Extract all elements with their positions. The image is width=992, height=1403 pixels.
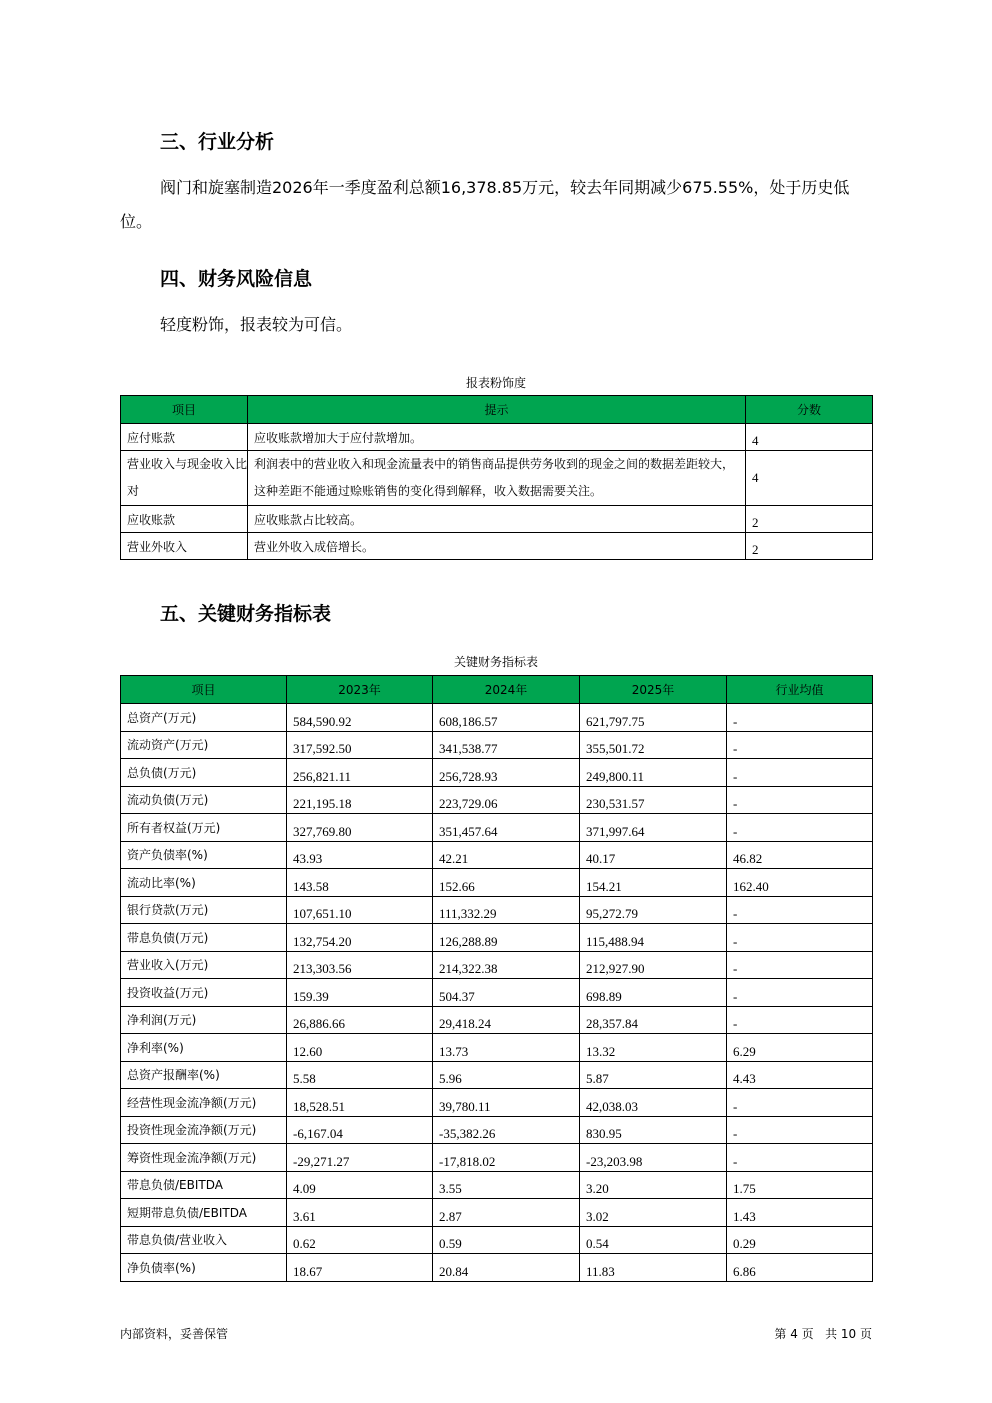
kpi-industry-avg: - xyxy=(727,731,873,759)
kpi-2024: 3.55 xyxy=(433,1171,580,1199)
kpi-2023: 213,303.56 xyxy=(287,951,433,979)
kpi-header-2024: 2024年 xyxy=(433,676,580,704)
kpi-industry-avg: 0.29 xyxy=(727,1226,873,1254)
kpi-item: 流动比率(%) xyxy=(121,869,287,897)
kpi-2023: 327,769.80 xyxy=(287,814,433,842)
risk-hint: 应收账款占比较高。 xyxy=(248,506,746,533)
kpi-2025: 42,038.03 xyxy=(580,1089,727,1117)
section-4-paragraph: 轻度粉饰，报表较为可信。 xyxy=(160,315,353,334)
kpi-2025: 230,531.57 xyxy=(580,786,727,814)
kpi-item: 净负债率(%) xyxy=(121,1254,287,1282)
risk-table-caption: 报表粉饰度 xyxy=(465,376,526,390)
kpi-2025: 698.89 xyxy=(580,979,727,1007)
kpi-industry-avg: - xyxy=(727,979,873,1007)
kpi-header-industry-avg: 行业均值 xyxy=(727,676,873,704)
risk-score: 2 xyxy=(746,506,873,533)
kpi-item: 银行贷款(万元) xyxy=(121,896,287,924)
section-4-heading: 四、财务风险信息 xyxy=(160,268,313,290)
kpi-item: 经营性现金流净额(万元) xyxy=(121,1089,287,1117)
risk-table-header-row xyxy=(121,396,873,424)
kpi-industry-avg: - xyxy=(727,814,873,842)
table-row xyxy=(121,704,873,732)
kpi-2025: 28,357.84 xyxy=(580,1006,727,1034)
kpi-industry-avg: - xyxy=(727,704,873,732)
kpi-2023: 18,528.51 xyxy=(287,1089,433,1117)
kpi-2025: -23,203.98 xyxy=(580,1144,727,1172)
risk-item: 营业外收入 xyxy=(121,533,248,560)
kpi-item: 带息负债(万元) xyxy=(121,924,287,952)
table-row xyxy=(121,1226,873,1254)
kpi-item: 净利率(%) xyxy=(121,1034,287,1062)
kpi-item: 所有者权益(万元) xyxy=(121,814,287,842)
kpi-2024: 351,457.64 xyxy=(433,814,580,842)
table-row xyxy=(121,759,873,787)
kpi-2025: 95,272.79 xyxy=(580,896,727,924)
kpi-industry-avg: 46.82 xyxy=(727,841,873,869)
kpi-table-body xyxy=(121,704,873,1282)
table-row xyxy=(121,951,873,979)
kpi-2023: 26,886.66 xyxy=(287,1006,433,1034)
kpi-table-header-row xyxy=(121,676,873,704)
kpi-2023: 143.58 xyxy=(287,869,433,897)
kpi-industry-avg: - xyxy=(727,1144,873,1172)
kpi-industry-avg: - xyxy=(727,951,873,979)
kpi-item: 营业收入(万元) xyxy=(121,951,287,979)
kpi-2025: 621,797.75 xyxy=(580,704,727,732)
kpi-industry-avg: - xyxy=(727,1089,873,1117)
table-row xyxy=(121,424,873,451)
kpi-industry-avg: - xyxy=(727,759,873,787)
kpi-industry-avg: 1.75 xyxy=(727,1171,873,1199)
section-3-paragraph: 阀门和旋塞制造2026年一季度盈利总额16,378.85万元，较去年同期减少675.55%，处于历史低位。 xyxy=(120,178,850,231)
kpi-2023: 256,821.11 xyxy=(287,759,433,787)
risk-score: 2 xyxy=(746,533,873,560)
kpi-2025: 115,488.94 xyxy=(580,924,727,952)
kpi-industry-avg: 6.29 xyxy=(727,1034,873,1062)
kpi-item: 筹资性现金流净额(万元) xyxy=(121,1144,287,1172)
table-row xyxy=(121,924,873,952)
kpi-2024: 126,288.89 xyxy=(433,924,580,952)
table-row xyxy=(121,869,873,897)
kpi-2023: 3.61 xyxy=(287,1199,433,1227)
kpi-2024: 5.96 xyxy=(433,1061,580,1089)
kpi-item: 资产负债率(%) xyxy=(121,841,287,869)
kpi-industry-avg: - xyxy=(727,924,873,952)
table-row xyxy=(121,1116,873,1144)
table-row xyxy=(121,1254,873,1282)
kpi-2025: 830.95 xyxy=(580,1116,727,1144)
kpi-header-2025: 2025年 xyxy=(580,676,727,704)
kpi-2025: 249,800.11 xyxy=(580,759,727,787)
kpi-2024: 214,322.38 xyxy=(433,951,580,979)
table-row xyxy=(121,451,873,506)
kpi-item: 流动负债(万元) xyxy=(121,786,287,814)
kpi-header-item: 项目 xyxy=(121,676,287,704)
kpi-2023: 107,651.10 xyxy=(287,896,433,924)
table-row xyxy=(121,1089,873,1117)
kpi-item: 投资收益(万元) xyxy=(121,979,287,1007)
section-5-heading: 五、关键财务指标表 xyxy=(160,603,332,625)
kpi-2023: -6,167.04 xyxy=(287,1116,433,1144)
table-row xyxy=(121,1199,873,1227)
table-row xyxy=(121,979,873,1007)
risk-header-hint: 提示 xyxy=(248,396,746,424)
table-row xyxy=(121,1171,873,1199)
table-row xyxy=(121,1144,873,1172)
kpi-2025: 3.20 xyxy=(580,1171,727,1199)
kpi-2025: 13.32 xyxy=(580,1034,727,1062)
kpi-item: 流动资产(万元) xyxy=(121,731,287,759)
table-row xyxy=(121,1006,873,1034)
risk-hint: 利润表中的营业收入和现金流量表中的销售商品提供劳务收到的现金之间的数据差距较大，这种差距不能通过赊账销售的变化得到解释，收入数据需要关注。 xyxy=(248,451,746,506)
risk-hint: 应收账款增加大于应付款增加。 xyxy=(248,424,746,451)
kpi-item: 净利润(万元) xyxy=(121,1006,287,1034)
table-row xyxy=(121,1061,873,1089)
footer-confidential-note: 内部资料，妥善保管 xyxy=(120,1327,229,1341)
kpi-industry-avg: - xyxy=(727,1116,873,1144)
table-row xyxy=(121,506,873,533)
kpi-2025: 154.21 xyxy=(580,869,727,897)
kpi-2024: 2.87 xyxy=(433,1199,580,1227)
kpi-2023: 0.62 xyxy=(287,1226,433,1254)
kpi-2024: 504.37 xyxy=(433,979,580,1007)
kpi-2025: 3.02 xyxy=(580,1199,727,1227)
kpi-2024: -17,818.02 xyxy=(433,1144,580,1172)
kpi-item: 短期带息负债/EBITDA xyxy=(121,1199,287,1227)
kpi-2024: 42.21 xyxy=(433,841,580,869)
kpi-2024: 13.73 xyxy=(433,1034,580,1062)
table-row xyxy=(121,814,873,842)
kpi-2023: 132,754.20 xyxy=(287,924,433,952)
kpi-item: 总资产(万元) xyxy=(121,704,287,732)
kpi-2024: -35,382.26 xyxy=(433,1116,580,1144)
risk-table xyxy=(120,395,873,560)
kpi-2025: 371,997.64 xyxy=(580,814,727,842)
kpi-header-2023: 2023年 xyxy=(287,676,433,704)
risk-header-item: 项目 xyxy=(121,396,248,424)
kpi-2023: 18.67 xyxy=(287,1254,433,1282)
kpi-2023: 5.58 xyxy=(287,1061,433,1089)
kpi-item: 投资性现金流净额(万元) xyxy=(121,1116,287,1144)
kpi-item: 总负债(万元) xyxy=(121,759,287,787)
kpi-table xyxy=(120,675,873,1282)
kpi-2024: 341,538.77 xyxy=(433,731,580,759)
kpi-industry-avg: - xyxy=(727,786,873,814)
table-row xyxy=(121,731,873,759)
kpi-2024: 223,729.06 xyxy=(433,786,580,814)
kpi-2023: 584,590.92 xyxy=(287,704,433,732)
risk-score: 4 xyxy=(746,451,873,506)
kpi-item: 带息负债/营业收入 xyxy=(121,1226,287,1254)
kpi-industry-avg: - xyxy=(727,896,873,924)
kpi-industry-avg: 1.43 xyxy=(727,1199,873,1227)
kpi-table-caption: 关键财务指标表 xyxy=(453,655,538,669)
kpi-2023: 43.93 xyxy=(287,841,433,869)
kpi-2025: 40.17 xyxy=(580,841,727,869)
kpi-2025: 5.87 xyxy=(580,1061,727,1089)
kpi-2024: 20.84 xyxy=(433,1254,580,1282)
table-row xyxy=(121,786,873,814)
kpi-2024: 152.66 xyxy=(433,869,580,897)
risk-hint: 营业外收入成倍增长。 xyxy=(248,533,746,560)
kpi-2024: 256,728.93 xyxy=(433,759,580,787)
section-3-heading: 三、行业分析 xyxy=(160,131,275,153)
kpi-industry-avg: 4.43 xyxy=(727,1061,873,1089)
kpi-2024: 29,418.24 xyxy=(433,1006,580,1034)
kpi-2023: 317,592.50 xyxy=(287,731,433,759)
kpi-2023: 4.09 xyxy=(287,1171,433,1199)
table-row xyxy=(121,1034,873,1062)
kpi-2025: 355,501.72 xyxy=(580,731,727,759)
kpi-2023: 12.60 xyxy=(287,1034,433,1062)
kpi-item: 带息负债/EBITDA xyxy=(121,1171,287,1199)
table-row xyxy=(121,896,873,924)
risk-item: 应付账款 xyxy=(121,424,248,451)
kpi-industry-avg: 6.86 xyxy=(727,1254,873,1282)
kpi-2025: 11.83 xyxy=(580,1254,727,1282)
kpi-2025: 0.54 xyxy=(580,1226,727,1254)
kpi-industry-avg: - xyxy=(727,1006,873,1034)
kpi-item: 总资产报酬率(%) xyxy=(121,1061,287,1089)
kpi-2023: -29,271.27 xyxy=(287,1144,433,1172)
kpi-2023: 221,195.18 xyxy=(287,786,433,814)
kpi-2024: 111,332.29 xyxy=(433,896,580,924)
table-row xyxy=(121,841,873,869)
footer-page-number: 第 4 页 共 10 页 xyxy=(774,1327,872,1341)
risk-item: 应收账款 xyxy=(121,506,248,533)
kpi-2024: 39,780.11 xyxy=(433,1089,580,1117)
kpi-2025: 212,927.90 xyxy=(580,951,727,979)
risk-score: 4 xyxy=(746,424,873,451)
kpi-2023: 159.39 xyxy=(287,979,433,1007)
kpi-2024: 608,186.57 xyxy=(433,704,580,732)
risk-header-score: 分数 xyxy=(746,396,873,424)
kpi-industry-avg: 162.40 xyxy=(727,869,873,897)
kpi-2024: 0.59 xyxy=(433,1226,580,1254)
table-row xyxy=(121,533,873,560)
risk-item: 营业收入与现金收入比对 xyxy=(121,451,248,506)
